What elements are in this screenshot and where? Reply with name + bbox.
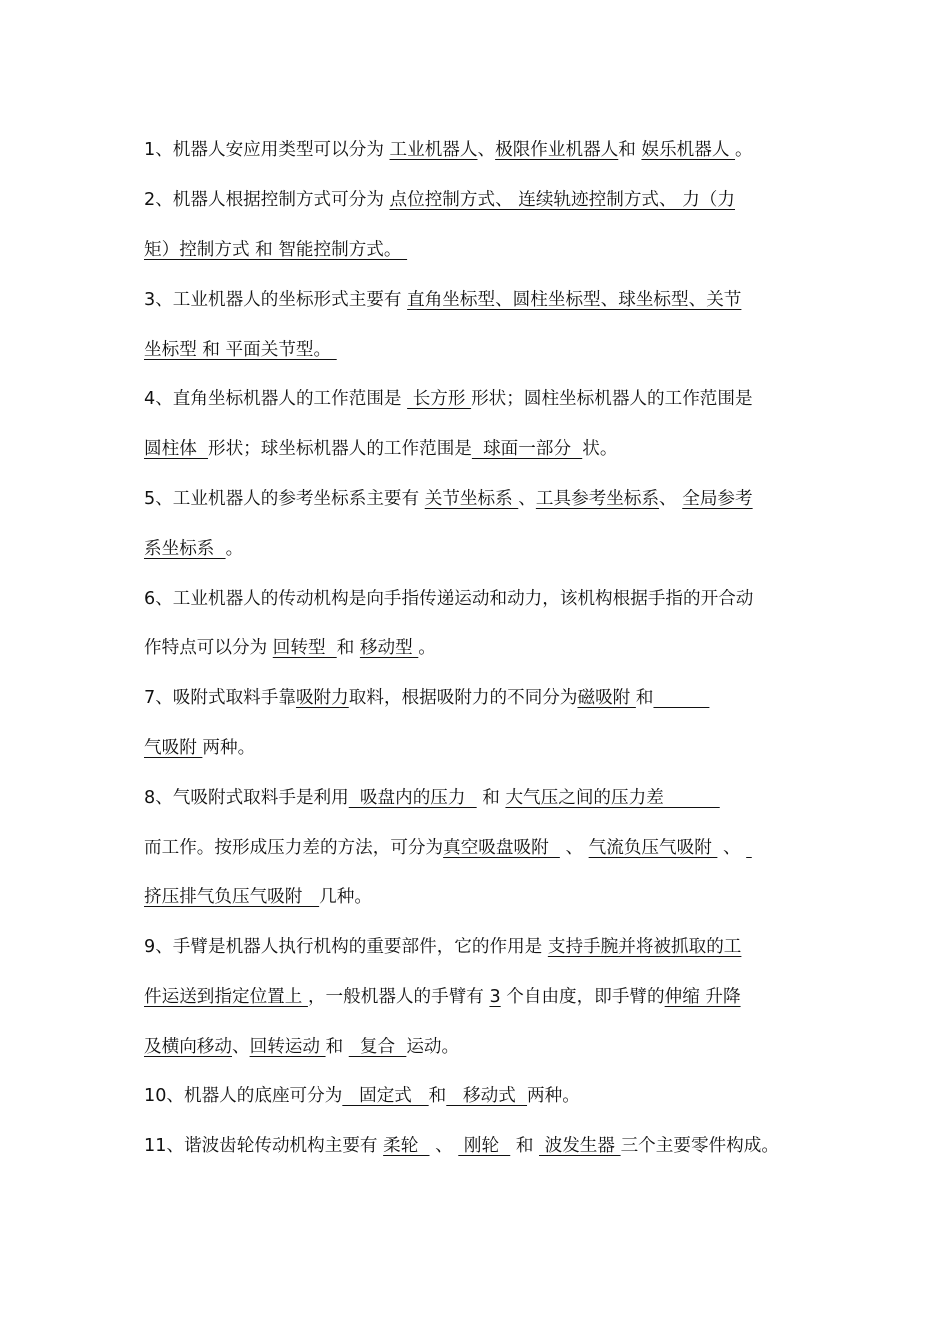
text-run: 2、机器人根据控制方式可分为 — [144, 190, 390, 210]
text-run: 、 — [429, 1136, 459, 1156]
question-6-line-2 — [144, 635, 436, 661]
answer-blank: 系坐标系 — [144, 539, 226, 559]
text-run: 个自由度，即手臂的 — [500, 987, 665, 1007]
text-run: 而工作。按形成压力差的方法，可分为 — [144, 838, 444, 858]
answer-blank: 娱乐机器人 — [641, 140, 736, 160]
question-3-line-2 — [144, 337, 337, 363]
answer-blank: 磁吸附 — [577, 688, 636, 708]
text-run: 取料，根据吸附力的不同分为 — [348, 688, 578, 708]
answer-blank: 伸缩 升降 — [664, 987, 741, 1007]
question-8-line-2 — [144, 835, 752, 861]
text-run: 9、手臂是机器人执行机构的重要部件，它的作用是 — [144, 937, 548, 957]
text-run: 、 — [231, 1037, 250, 1057]
answer-blank: 件运送到指定位置上 — [144, 987, 308, 1007]
text-run: 11、谐波齿轮传动机构主要有 — [144, 1136, 384, 1156]
answer-blank: 工业机器人 — [389, 140, 478, 160]
text-run: 三个主要零件构成。 — [620, 1136, 779, 1156]
text-run: 1、机器人安应用类型可以分为 — [144, 140, 390, 160]
question-3-line-1 — [144, 287, 741, 313]
answer-blank: 刚轮 — [458, 1136, 511, 1156]
text-run: 和 — [428, 1086, 447, 1106]
question-4-line-1 — [144, 386, 753, 412]
text-run: 和 — [618, 140, 642, 160]
text-run: 和 — [336, 638, 360, 658]
text-run: 、 — [477, 140, 496, 160]
text-run: 。 — [225, 539, 244, 559]
answer-blank: 真空吸盘吸附 — [443, 838, 560, 858]
question-8-line-1 — [144, 785, 720, 811]
answer-blank: 球面一部分 — [471, 439, 583, 459]
text-run: 。 — [735, 140, 753, 160]
question-5-line-2 — [144, 536, 243, 562]
text-run: 、 — [659, 489, 683, 509]
text-run: 两种。 — [202, 738, 256, 758]
answer-blank: 全局参考 — [682, 489, 753, 509]
answer-blank: 移动型 — [359, 638, 419, 658]
answer-blank: 气流负压气吸附 — [588, 838, 718, 858]
answer-blank — [653, 688, 709, 708]
text-run: 状。 — [582, 439, 618, 459]
question-8-line-3 — [144, 884, 372, 910]
text-run: 5、工业机器人的参考坐标系主要有 — [144, 489, 425, 509]
answer-blank: 及横向移动 — [144, 1037, 232, 1057]
answer-blank: 极限作业机器人 — [495, 140, 619, 160]
question-2-line-2 — [144, 237, 407, 263]
answer-blank: 复合 — [348, 1037, 407, 1057]
answer-blank: 固定式 — [342, 1086, 429, 1106]
answer-blank: 大气压之间的压力差 — [505, 788, 720, 808]
answer-blank: 吸附力 — [295, 688, 349, 708]
answer-blank: 关节坐标系 — [424, 489, 519, 509]
text-run: 4、直角坐标机器人的工作范围是 — [144, 389, 408, 409]
answer-blank: 点位控制方式、 连续轨迹控制方式、 力（力 — [389, 190, 735, 210]
text-run: 7、吸附式取料手靠 — [144, 688, 296, 708]
question-10-line-1 — [144, 1083, 580, 1109]
answer-blank: 矩）控制方式 和 智能控制方式。 — [144, 240, 408, 260]
question-6-line-1 — [144, 586, 753, 612]
answer-blank: 工具参考坐标系 — [535, 489, 660, 509]
answer-blank: 气吸附 — [144, 738, 203, 758]
question-5-line-1 — [144, 486, 753, 512]
text-run: 10、机器人的底座可分为 — [144, 1086, 343, 1106]
text-run: 3、工业机器人的坐标形式主要有 — [144, 290, 408, 310]
text-run: 、 — [717, 838, 747, 858]
answer-blank: 圆柱体 — [144, 439, 208, 459]
text-run: 两种。 — [527, 1086, 580, 1106]
question-9-line-3 — [144, 1034, 459, 1060]
text-run: 和 — [510, 1136, 540, 1156]
answer-blank: 回转运动 — [249, 1037, 326, 1057]
question-9-line-1 — [144, 934, 741, 960]
text-run: 几种。 — [319, 887, 372, 907]
text-run: 形状；球坐标机器人的工作范围是 — [207, 439, 472, 459]
question-4-line-2 — [144, 436, 617, 462]
question-1-line-1 — [144, 137, 753, 163]
question-9-line-2 — [144, 984, 741, 1010]
text-run: ，一般机器人的手臂有 — [307, 987, 490, 1007]
question-7-line-2 — [144, 735, 255, 761]
text-run: 、 — [518, 489, 536, 509]
question-2-line-1 — [144, 187, 735, 213]
text-run: 6、工业机器人的传动机构是向手指传递运动和动力，该机构根据手指的开合动 — [144, 589, 754, 609]
answer-blank: 坐标型 和 平面关节型。 — [144, 340, 337, 360]
text-run: 和 — [635, 688, 654, 708]
answer-blank: 吸盘内的压力 — [348, 788, 477, 808]
answer-blank: 支持手腕并将被抓取的工 — [547, 937, 742, 957]
answer-blank: 回转型 — [272, 638, 337, 658]
answer-blank: 3 — [489, 987, 501, 1007]
question-11-line-1 — [144, 1133, 779, 1159]
text-run: 和 — [476, 788, 506, 808]
answer-blank: 挤压排气负压气吸附 — [144, 887, 320, 907]
text-run: 形状；圆柱坐标机器人的工作范围是 — [471, 389, 753, 409]
answer-blank: 移动式 — [446, 1086, 528, 1106]
text-run: 、 — [559, 838, 589, 858]
answer-blank: 柔轮 — [383, 1136, 430, 1156]
text-run: 作特点可以分为 — [144, 638, 273, 658]
answer-blank: 直角坐标型、圆柱坐标型、球坐标型、关节 — [407, 290, 742, 310]
text-run: 8、气吸附式取料手是利用 — [144, 788, 349, 808]
answer-blank: 波发生器 — [539, 1136, 621, 1156]
answer-blank — [746, 838, 752, 858]
question-7-line-1 — [144, 685, 709, 711]
text-run: 和 — [325, 1037, 349, 1057]
text-run: 运动。 — [406, 1037, 460, 1057]
answer-blank: 长方形 — [407, 389, 472, 409]
text-run: 。 — [418, 638, 436, 658]
